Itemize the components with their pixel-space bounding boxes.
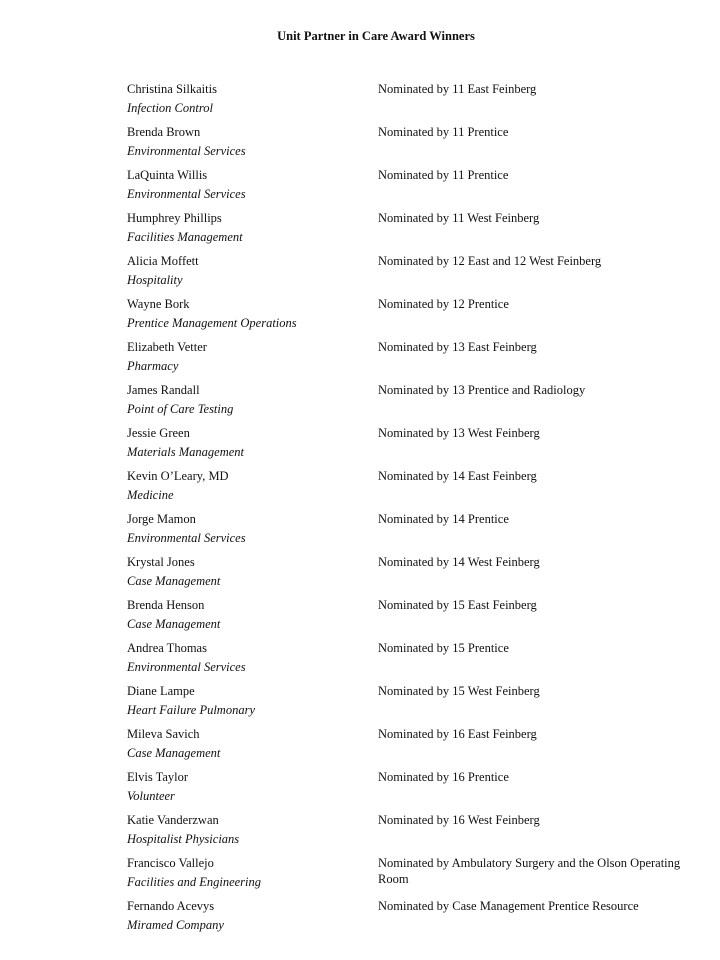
nominated-by: Nominated by 16 Prentice: [378, 770, 509, 784]
winner-department: Environmental Services: [127, 187, 246, 201]
winner-department: Materials Management: [127, 445, 244, 459]
winner-name: Katie Vanderzwan: [127, 813, 219, 827]
winner-name: Kevin O’Leary, MD: [127, 469, 229, 483]
nominated-by: Nominated by 12 East and 12 West Feinberg: [378, 254, 602, 268]
winner-department: Miramed Company: [127, 918, 224, 932]
winner-department: Case Management: [127, 574, 221, 588]
winner-entry: [127, 899, 717, 939]
nominated-by: Nominated by 15 West Feinberg: [378, 684, 540, 698]
winner-name: Humphrey Phillips: [127, 211, 222, 225]
nominated-by: Nominated by 15 Prentice: [378, 641, 509, 655]
winner-department: Case Management: [127, 617, 221, 631]
nominated-by: Nominated by Ambulatory Surgery and the Olson Operating Room: [378, 856, 681, 886]
winner-name: Wayne Bork: [127, 297, 190, 311]
winner-department: Facilities and Engineering: [127, 875, 262, 889]
nominated-by: Nominated by 13 Prentice and Radiology: [378, 383, 586, 397]
winner-entry: [127, 727, 717, 767]
winner-department: Heart Failure Pulmonary: [127, 703, 255, 717]
winner-department: Infection Control: [127, 101, 213, 115]
nominated-by: Nominated by 13 West Feinberg: [378, 426, 540, 440]
winner-entry: [127, 340, 717, 380]
nominated-by: Nominated by 11 West Feinberg: [378, 211, 540, 225]
nominated-by: Nominated by 13 East Feinberg: [378, 340, 537, 354]
winner-name: Diane Lampe: [127, 684, 195, 698]
winner-entry: [127, 813, 717, 853]
winner-entry: [127, 641, 717, 681]
winner-department: Volunteer: [127, 789, 175, 803]
winner-department: Pharmacy: [127, 359, 179, 373]
winner-entry: [127, 125, 717, 165]
winner-entry: [127, 555, 717, 595]
winner-name: Fernando Acevys: [127, 899, 215, 913]
page-title: Unit Partner in Care Award Winners: [277, 29, 475, 43]
winner-department: Hospitalist Physicians: [127, 832, 240, 846]
winner-name: Elizabeth Vetter: [127, 340, 207, 354]
winner-name: Krystal Jones: [127, 555, 195, 569]
nominated-by: Nominated by 14 Prentice: [378, 512, 509, 526]
winner-entry: [127, 82, 717, 122]
winner-name: Jessie Green: [127, 426, 190, 440]
nominated-by: Nominated by 14 West Feinberg: [378, 555, 540, 569]
winner-entry: [127, 684, 717, 724]
winner-name: Mileva Savich: [127, 727, 200, 741]
winner-entry: [127, 856, 717, 896]
winner-department: Point of Care Testing: [127, 402, 234, 416]
winner-entry: [127, 168, 717, 208]
winner-name: Brenda Brown: [127, 125, 201, 139]
winner-name: Jorge Mamon: [127, 512, 196, 526]
winner-department: Environmental Services: [127, 531, 246, 545]
winner-department: Case Management: [127, 746, 221, 760]
nominated-by: Nominated by 12 Prentice: [378, 297, 509, 311]
nominated-by: Nominated by 16 West Feinberg: [378, 813, 540, 827]
winner-name: Christina Silkaitis: [127, 82, 217, 96]
nominated-by: Nominated by 11 East Feinberg: [378, 82, 537, 96]
winner-entry: [127, 254, 717, 294]
winner-name: Francisco Vallejo: [127, 856, 214, 870]
winner-entry: [127, 598, 717, 638]
winner-department: Environmental Services: [127, 660, 246, 674]
winner-name: Andrea Thomas: [127, 641, 207, 655]
nominated-by: Nominated by Case Management Prentice Resource: [378, 899, 639, 913]
nominated-by: Nominated by 11 Prentice: [378, 125, 509, 139]
winner-entry: [127, 469, 717, 509]
nominated-by: Nominated by 14 East Feinberg: [378, 469, 537, 483]
winner-name: Alicia Moffett: [127, 254, 199, 268]
nominated-by: Nominated by 15 East Feinberg: [378, 598, 537, 612]
winner-name: James Randall: [127, 383, 200, 397]
winner-department: Environmental Services: [127, 144, 246, 158]
winner-entry: [127, 211, 717, 251]
winner-entry: [127, 383, 717, 423]
winner-name: Elvis Taylor: [127, 770, 189, 784]
winner-entry: [127, 297, 717, 337]
nominated-by: Nominated by 11 Prentice: [378, 168, 509, 182]
nominated-by: Nominated by 16 East Feinberg: [378, 727, 537, 741]
winner-name: Brenda Henson: [127, 598, 205, 612]
winner-department: Facilities Management: [127, 230, 243, 244]
winner-entry: [127, 512, 717, 552]
winner-department: Medicine: [127, 488, 174, 502]
winner-entry: [127, 426, 717, 466]
winner-entry: [127, 770, 717, 810]
winner-name: LaQuinta Willis: [127, 168, 208, 182]
winner-department: Prentice Management Operations: [127, 316, 297, 330]
winner-department: Hospitality: [127, 273, 183, 287]
